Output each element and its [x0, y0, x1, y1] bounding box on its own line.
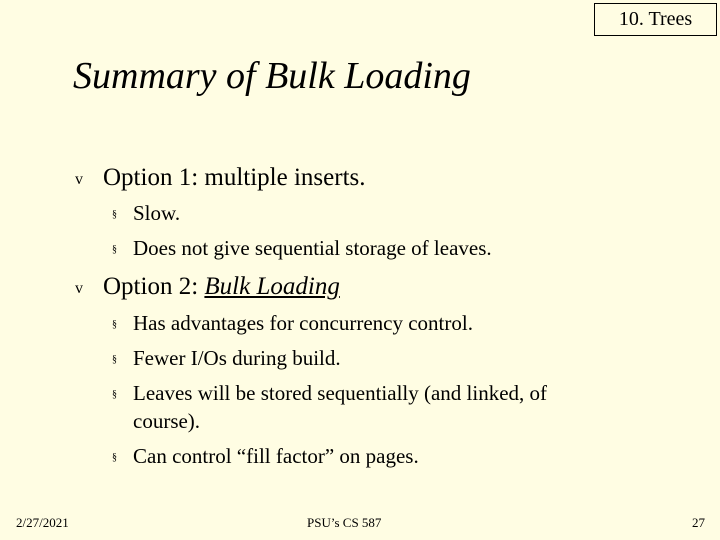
slide-title: Summary of Bulk Loading — [73, 55, 471, 97]
bulk-loading-link[interactable]: Bulk Loading — [204, 273, 340, 300]
square-bullet-icon: § — [112, 452, 117, 463]
chapter-label: 10. Trees — [594, 3, 717, 36]
footer-page-number: 27 — [692, 515, 705, 530]
option-1-label: Option 1: multiple inserts. — [103, 164, 366, 191]
diamond-bullet-icon: v — [75, 171, 83, 188]
diamond-bullet-icon: v — [75, 280, 83, 297]
square-bullet-icon: § — [112, 209, 117, 220]
footer-course: PSU’s CS 587 — [307, 515, 382, 530]
footer-date: 2/27/2021 — [16, 515, 69, 530]
option-1-subitem: Slow. — [133, 201, 181, 225]
option-2-subitem: Can control “fill factor” on pages. — [133, 444, 419, 468]
option-2-subitem: Has advantages for concurrency control. — [133, 311, 473, 335]
square-bullet-icon: § — [112, 389, 117, 400]
option-2-label-prefix: Option 2: — [103, 273, 205, 300]
square-bullet-icon: § — [112, 244, 117, 255]
square-bullet-icon: § — [112, 319, 117, 330]
option-2-subitem-continued: course). — [133, 409, 201, 433]
option-2-subitem: Leaves will be stored sequentially (and linked, of — [133, 381, 548, 405]
square-bullet-icon: § — [112, 354, 117, 365]
option-2-label — [103, 273, 340, 301]
option-1-subitem: Does not give sequential storage of leaves. — [133, 236, 492, 260]
option-2-subitem: Fewer I/Os during build. — [133, 346, 341, 370]
